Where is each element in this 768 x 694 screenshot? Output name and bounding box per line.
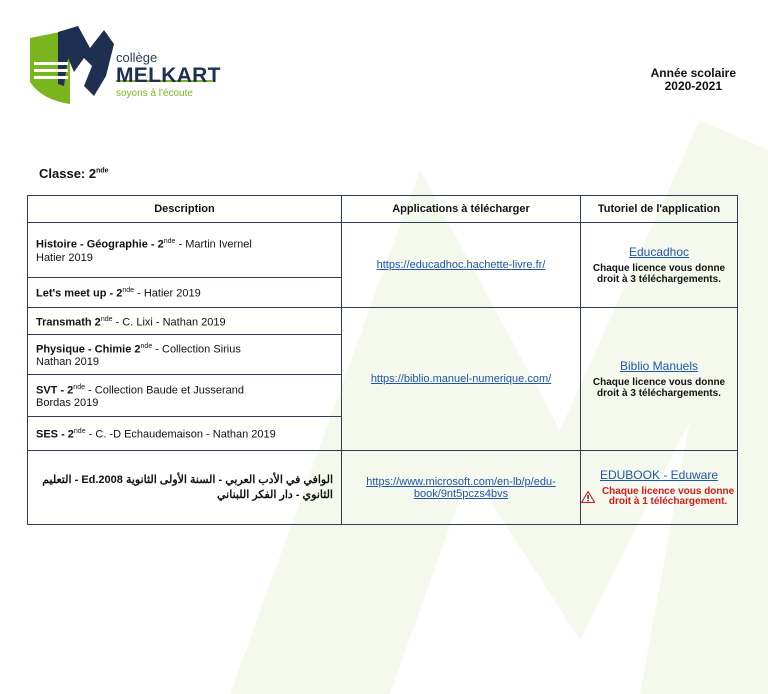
book-details: - C. Lixi - Nathan 2019: [112, 316, 226, 329]
warning-notice: [581, 486, 737, 508]
book-title: SVT - 2: [36, 384, 74, 397]
tutorial-note: Chaque licence vous donne droit à 3 téléchargements.: [592, 377, 726, 399]
tutorial-link-edubook[interactable]: EDUBOOK - Eduware: [599, 467, 719, 482]
book-title-sup: nde: [163, 238, 176, 246]
school-year: [651, 67, 736, 93]
tutorial-cell-educadhoc: [581, 223, 738, 308]
logo-tagline: soyons à l'écoute: [116, 88, 193, 99]
book-title: Transmath 2: [36, 316, 101, 329]
warning-text: Chaque licence vous donne droit à 1 téléchargement.: [601, 485, 735, 507]
tutorial-link-educadhoc[interactable]: Educadhoc: [628, 245, 690, 259]
book-publisher: Nathan 2019: [36, 356, 99, 369]
book-description: [28, 335, 342, 375]
book-publisher: Bordas 2019: [36, 397, 99, 410]
school-year-value: 2020-2021: [664, 79, 722, 93]
book-title: SES - 2: [36, 428, 74, 441]
apps-table: [27, 195, 738, 525]
book-title-sup: nde: [100, 315, 113, 323]
book-description-arabic: الوافي في الأدب العربي - السنة الأولى الثانوية Ed.2008 - التعليم الثانوي - دار الفكر اللبناني: [28, 451, 342, 525]
book-details: - C. -D Echaudemaison - Nathan 2019: [85, 428, 276, 441]
table-header-row: [28, 196, 738, 223]
app-link-biblio[interactable]: https://biblio.manuel-numerique.com/: [370, 373, 552, 385]
app-cell-edubook: [342, 451, 581, 525]
class-label-sup: nde: [96, 167, 109, 175]
class-label: [39, 166, 109, 181]
book-title: Let's meet up - 2: [36, 287, 123, 300]
tutorial-cell-edubook: [581, 451, 738, 525]
book-publisher: Hatier 2019: [36, 251, 93, 264]
school-year-label: Année scolaire: [650, 66, 736, 80]
app-cell-biblio: [342, 308, 581, 451]
table-row: [28, 223, 738, 278]
book-details: - Collection Baude et Jusserand: [84, 384, 244, 397]
tutorial-note: Chaque licence vous donne droit à 3 téléchargements.: [592, 263, 726, 285]
header-description: Description: [28, 196, 342, 223]
table-row: [28, 308, 738, 335]
class-label-text: Classe: 2: [39, 166, 97, 181]
header-tutorial: Tutoriel de l'application: [581, 196, 738, 223]
book-description: [28, 308, 342, 335]
header-apps: Applications à télécharger: [342, 196, 581, 223]
book-description: [28, 417, 342, 451]
logo-melkart: MELKART: [116, 64, 221, 87]
book-title-sup: nde: [140, 342, 153, 350]
app-link-educadhoc[interactable]: https://educadhoc.hachette-livre.fr/: [376, 259, 546, 271]
logo-college: collège: [116, 50, 158, 65]
app-cell-educadhoc: [342, 223, 581, 308]
book-details: - Martin Ivernel: [175, 238, 252, 251]
tutorial-link-biblio[interactable]: Biblio Manuels: [619, 359, 699, 373]
book-details: - Collection Sirius: [152, 343, 241, 356]
book-title-sup: nde: [122, 287, 135, 295]
logo-text: [116, 51, 221, 99]
book-title-sup: nde: [73, 383, 85, 391]
book-title: Histoire - Géographie - 2: [36, 238, 164, 251]
tutorial-cell-biblio: [581, 308, 738, 451]
book-description: [28, 278, 342, 308]
book-details: - Hatier 2019: [134, 287, 201, 300]
warning-triangle-icon: [581, 486, 595, 508]
table-row: [28, 451, 738, 525]
book-title-sup: nde: [73, 428, 86, 436]
app-link-edubook[interactable]: https://www.microsoft.com/en-lb/p/edu-book/9nt5pczs4bvs: [366, 475, 556, 500]
book-title: Physique - Chimie 2: [36, 343, 141, 356]
book-description: [28, 223, 342, 278]
book-description: [28, 375, 342, 417]
